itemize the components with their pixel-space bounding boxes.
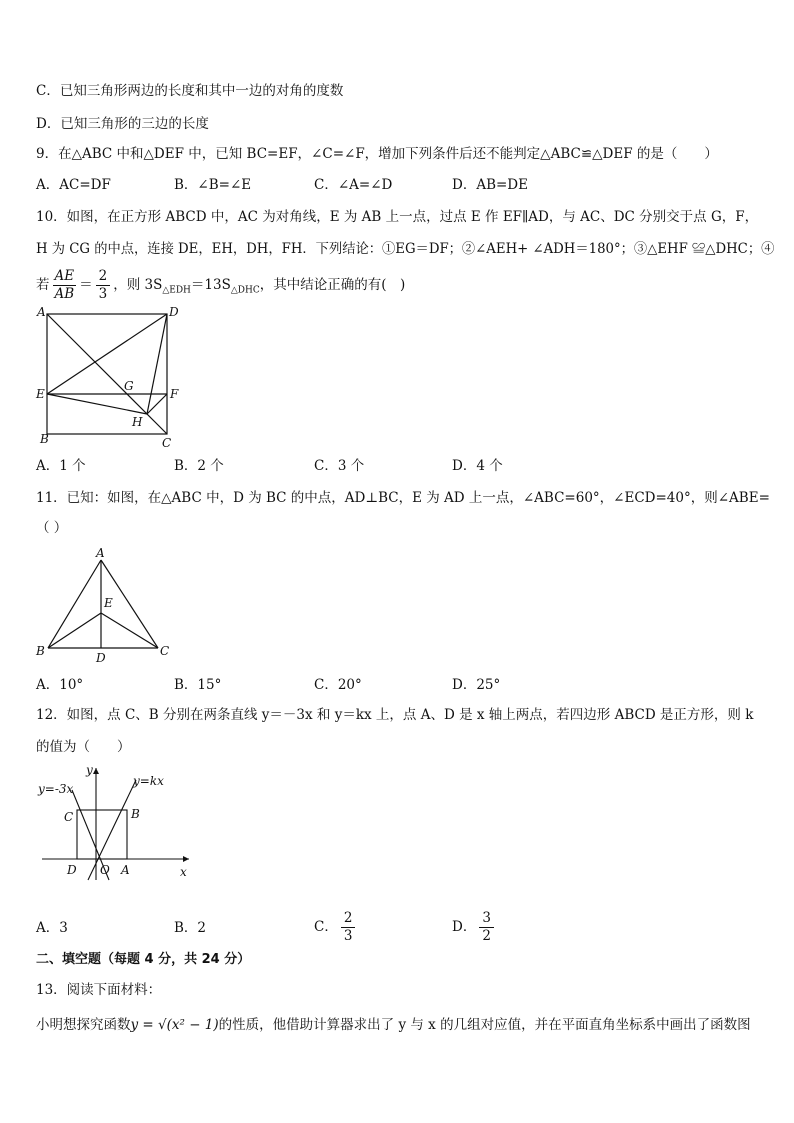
three-halves-fraction bbox=[479, 910, 494, 945]
side-ab bbox=[48, 560, 101, 648]
q10-line3 bbox=[36, 266, 405, 310]
label-b: B bbox=[131, 807, 140, 821]
label-o: O bbox=[100, 863, 110, 877]
q10-line1: 10．如图，在正方形 ABCD 中，AC 为对角线，E 为 AB 上一点，过点 E 作 EF∥AD，与 AC、DC 分别交于点 G，F， bbox=[36, 209, 759, 225]
label-e: E bbox=[36, 387, 45, 401]
q9-stem: 9．在△ABC 中和△DEF 中，已知 BC=EF，∠C=∠F，增加下列条件后还不能判定△ABC≌△DEF 的是（ ） bbox=[36, 146, 718, 162]
q12-line1: 12．如图，点 C、B 分别在两条直线 y＝－3x 和 y＝kx 上，点 A、D 是 x 轴上两点，若四边形 ABCD 是正方形，则 k bbox=[36, 707, 754, 723]
fraction-numerator: 2 bbox=[96, 268, 111, 286]
q11-line1: 11．已知：如图，在△ABC 中，D 为 BC 的中点，AD⊥BC，E 为 AD 上一点，∠ABC=60°，∠ECD=40°，则∠ABE= bbox=[36, 490, 770, 506]
segment-be bbox=[48, 613, 101, 648]
fraction-numerator: 2 bbox=[341, 910, 356, 928]
label-x: x bbox=[180, 865, 187, 879]
q9-option-c: C．∠A=∠D bbox=[314, 177, 393, 193]
label-d: D bbox=[169, 305, 179, 319]
q8-option-d: D．已知三角形的三边的长度 bbox=[36, 116, 209, 132]
segment-ce bbox=[101, 613, 158, 648]
label-b: B bbox=[36, 644, 45, 658]
q10-option-b: B．2 个 bbox=[174, 458, 224, 474]
fraction-denominator: 3 bbox=[343, 928, 353, 944]
q10-line2: H 为 CG 的中点，连接 DE，EH，DH，FH．下列结论：①EG＝DF；②∠AEH+ ∠ADH＝180°；③△EHF ≌△DHC；④ bbox=[36, 241, 775, 257]
label-a: A bbox=[96, 546, 105, 560]
equals-sign: ＝ bbox=[79, 277, 93, 293]
q10-option-d: D．4 个 bbox=[452, 458, 503, 474]
fraction-numerator: 3 bbox=[479, 910, 494, 928]
q13-line2 bbox=[36, 1012, 751, 1038]
option-d-prefix: D． bbox=[452, 919, 477, 935]
q10-line3-suffix: ，其中结论正确的有( ) bbox=[259, 277, 406, 293]
label-b: B bbox=[40, 432, 49, 446]
q11-line2: （ ） bbox=[36, 520, 68, 536]
q9-option-a: A．AC=DF bbox=[36, 177, 111, 193]
label-a: A bbox=[121, 863, 130, 877]
q12-option-b: B．2 bbox=[174, 920, 207, 936]
q11-option-a: A．10° bbox=[36, 677, 84, 693]
q12-line2: 的值为（ ） bbox=[36, 739, 131, 755]
label-d: D bbox=[96, 651, 106, 665]
segment-de bbox=[47, 314, 167, 394]
q13-line2-suffix: 的性质，他借助计算器求出了 y 与 x 的几组对应值，并在平面直角坐标系中画出了函数图 bbox=[218, 1017, 751, 1033]
q12-coordinate-figure bbox=[34, 760, 204, 885]
diagonal-ac bbox=[47, 314, 167, 434]
label-line-kx: y=kx bbox=[133, 774, 164, 788]
fraction-denominator: 3 bbox=[98, 286, 108, 302]
q10-line3-text2: ＝13S bbox=[190, 277, 231, 293]
function-formula: y = √(x² − 1) bbox=[130, 1017, 219, 1033]
fraction-denominator: AB bbox=[54, 286, 75, 302]
segment-eh bbox=[47, 394, 147, 414]
label-c: C bbox=[162, 436, 172, 450]
q10-option-c: C．3 个 bbox=[314, 458, 365, 474]
q10-square-figure bbox=[34, 305, 184, 450]
y-axis-arrow-icon bbox=[93, 768, 99, 774]
fraction-numerator: AE bbox=[54, 268, 75, 284]
area-subscript-dhc: △DHC bbox=[230, 285, 260, 296]
q11-triangle-figure bbox=[34, 545, 174, 665]
q12-option-c bbox=[314, 907, 358, 947]
label-a: A bbox=[37, 305, 46, 319]
label-h: H bbox=[132, 415, 143, 429]
q10-line3-text: ，则 3S bbox=[113, 277, 163, 293]
q8-option-c: C．已知三角形两边的长度和其中一边的对角的度数 bbox=[36, 83, 344, 99]
label-c: C bbox=[64, 810, 74, 824]
label-f: F bbox=[170, 387, 179, 401]
q12-option-a: A．3 bbox=[36, 920, 68, 936]
q9-option-b: B．∠B=∠E bbox=[174, 177, 252, 193]
q11-option-d: D．25° bbox=[452, 677, 501, 693]
ae-over-ab-fraction bbox=[53, 268, 77, 303]
q11-option-b: B．15° bbox=[174, 677, 222, 693]
fraction-denominator: 2 bbox=[482, 928, 491, 944]
q13-line1: 13．阅读下面材料： bbox=[36, 982, 162, 998]
two-thirds-fraction bbox=[341, 910, 356, 945]
segment-dh bbox=[147, 314, 167, 414]
q12-option-d bbox=[452, 907, 497, 947]
section-heading-fill-in: 二、填空题（每题 4 分，共 24 分） bbox=[36, 952, 251, 967]
two-thirds-fraction bbox=[96, 268, 111, 303]
q13-line2-prefix: 小明想探究函数 bbox=[36, 1017, 131, 1033]
x-axis-arrow-icon bbox=[183, 856, 189, 862]
label-line-neg3x: y=-3x bbox=[38, 782, 74, 796]
label-e: E bbox=[104, 596, 113, 610]
area-subscript-edh: △EDH bbox=[162, 285, 191, 296]
label-y: y bbox=[86, 763, 93, 777]
label-d: D bbox=[67, 863, 77, 877]
q11-option-c: C．20° bbox=[314, 677, 362, 693]
q10-line3-prefix: 若 bbox=[36, 277, 50, 293]
label-g: G bbox=[124, 379, 134, 393]
option-c-prefix: C． bbox=[314, 919, 338, 935]
label-c: C bbox=[160, 644, 170, 658]
q9-option-d: D．AB=DE bbox=[452, 177, 528, 193]
q10-option-a: A．1 个 bbox=[36, 458, 86, 474]
